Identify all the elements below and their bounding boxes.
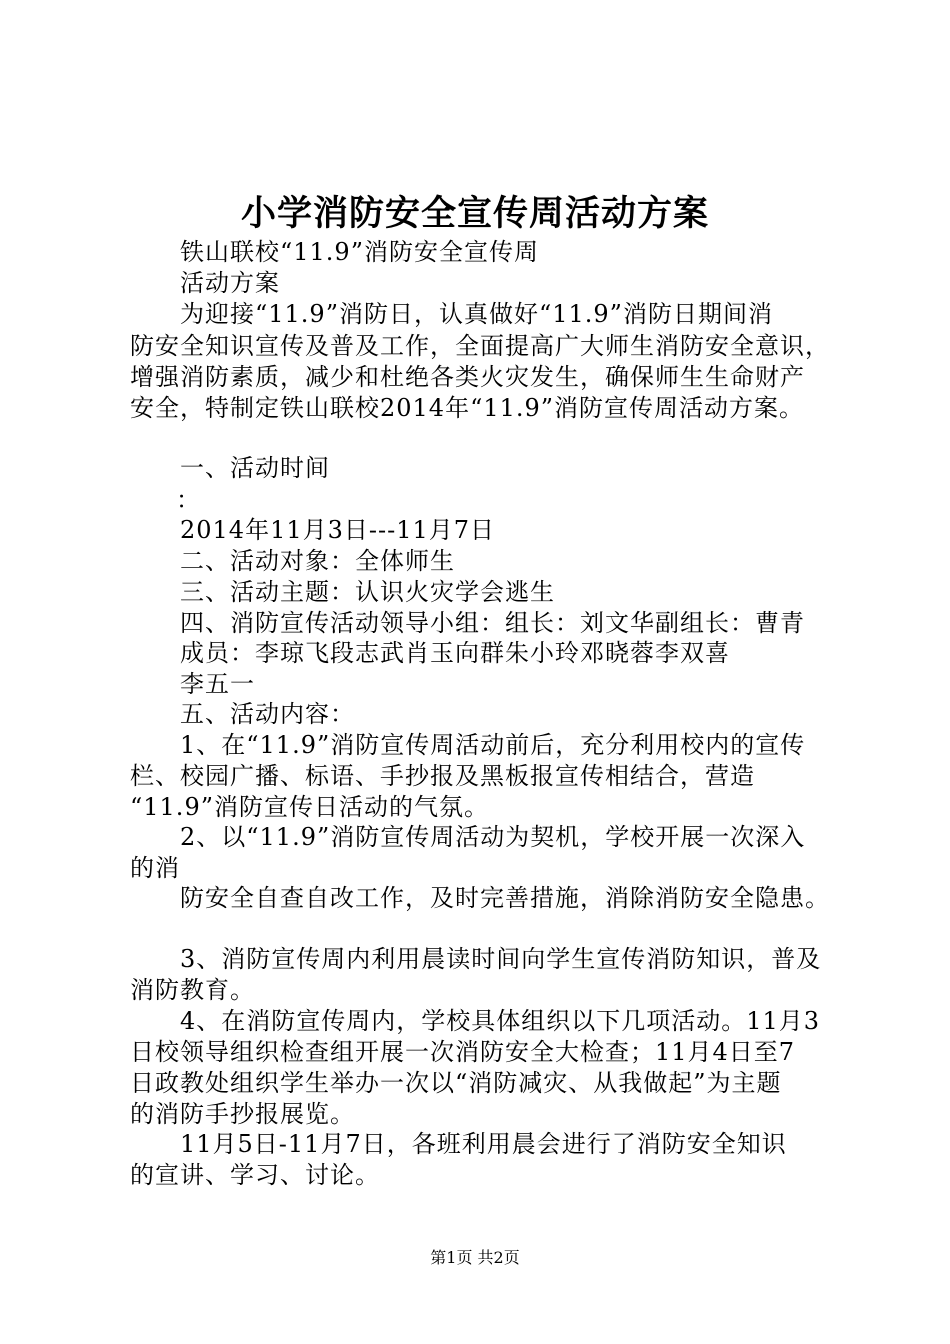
section-heading: 五、活动内容：	[180, 700, 355, 728]
text-line: 的消	[130, 854, 180, 882]
document-title: 小学消防安全宣传周活动方案	[240, 193, 709, 234]
text-line: 日政教处组织学生举办一次以“消防减灾、从我做起”为主题	[130, 1069, 782, 1097]
text-line: 的宣讲、学习、讨论。	[130, 1161, 380, 1189]
text-line: 11月5日-11月7日，各班利用晨会进行了消防安全知识	[180, 1130, 787, 1158]
text-line: 栏、校园广播、标语、手抄报及黑板报宣传相结合，营造	[130, 762, 755, 790]
text-line: 安全，特制定铁山联校2014年“11.9”消防宣传周活动方案。	[130, 394, 805, 422]
text-line: 为迎接“11.9”消防日，认真做好“11.9”消防日期间消	[180, 300, 773, 328]
text-line: 1、在“11.9”消防宣传周活动前后，充分利用校内的宣传	[180, 731, 806, 759]
text-line: 消防教育。	[130, 976, 255, 1004]
text-line: 的消防手抄报展览。	[130, 1100, 355, 1128]
text-line: 防安全自查自改工作，及时完善措施，消除消防安全隐患。	[180, 884, 830, 912]
text-line: ：	[176, 486, 201, 514]
page-footer: 第1页 共2页	[430, 1248, 520, 1267]
text-line: 4、在消防宣传周内，学校具体组织以下几项活动。11月3	[180, 1007, 821, 1035]
text-line: 李五一	[180, 670, 255, 698]
text-line: 2、以“11.9”消防宣传周活动为契机，学校开展一次深入	[180, 823, 806, 851]
text-line: 防安全知识宣传及普及工作，全面提高广大师生消防安全意识，	[130, 332, 830, 360]
text-line: 铁山联校“11.9”消防安全宣传周	[180, 238, 539, 266]
text-line: 增强消防素质，减少和杜绝各类火灾发生，确保师生生命财产	[130, 363, 805, 391]
section-heading: 一、活动时间	[180, 454, 330, 482]
section-heading: 四、消防宣传活动领导小组：组长：刘文华副组长：曹青	[180, 609, 805, 637]
text-line: 2014年11月3日---11月7日	[180, 516, 496, 544]
text-line: 3、消防宣传周内利用晨读时间向学生宣传消防知识，普及	[180, 945, 822, 973]
text-line: “11.9”消防宣传日活动的气氛。	[130, 793, 489, 821]
section-heading: 二、活动对象：全体师生	[180, 547, 455, 575]
section-heading: 三、活动主题：认识火灾学会逃生	[180, 578, 555, 606]
text-line: 成员：李琼飞段志武肖玉向群朱小玲邓晓蓉李双喜	[180, 639, 730, 667]
text-line: 活动方案	[180, 269, 280, 297]
text-line: 日校领导组织检查组开展一次消防安全大检查；11月4日至7	[130, 1038, 796, 1066]
